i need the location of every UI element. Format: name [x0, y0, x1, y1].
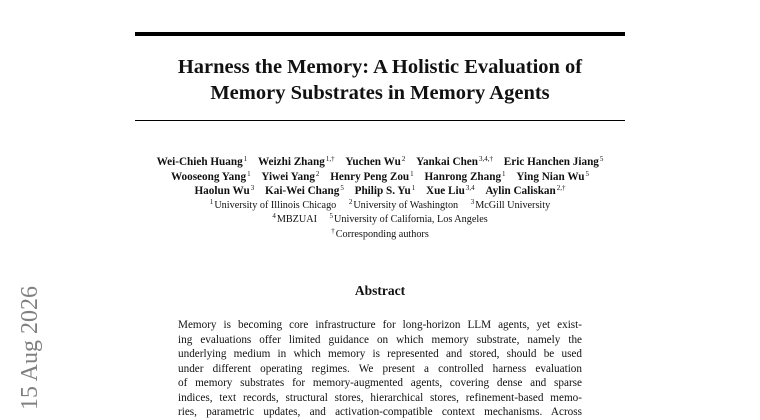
author: Eric Hanchen Jiang$^5$: [503, 155, 604, 168]
affiliation: $^1$University of Illinois Chicago: [209, 197, 337, 211]
title-line: Harness the Memory: A Holistic Evaluation of: [177, 56, 583, 78]
abstract-heading: Abstract: [354, 283, 406, 298]
affiliation-line: [100, 228, 660, 243]
abstract-line: of memory substrates for memory-augmented agents, covering dense and sparse: [178, 377, 582, 389]
arxiv-date-stamp: 15 Aug 2026: [17, 285, 43, 410]
paper-title: [135, 54, 625, 106]
author: Wooseong Yang$^1$: [170, 169, 251, 183]
author-line: [100, 155, 660, 170]
affiliation: $^2$University of Washington: [348, 197, 459, 211]
affiliation-line: [100, 199, 660, 214]
author: Hanrong Zhang$^1$: [424, 169, 506, 183]
author: Yuchen Wu$^2$: [345, 155, 406, 168]
abstract-line: ing evaluations offer limited guidance on which memory substrate, namely the: [178, 333, 582, 346]
affiliation: $^4$MBZUAI: [272, 212, 317, 226]
author: Henry Peng Zou$^1$: [330, 169, 414, 183]
author: Wei-Chieh Huang$^1$: [156, 155, 248, 168]
abstract-body: [178, 318, 582, 420]
author: Philip S. Yu$^1$: [354, 184, 416, 198]
author: Kai-Wei Chang$^5$: [265, 184, 344, 198]
title-rule-bottom: [135, 120, 625, 121]
affiliation-line: [100, 213, 660, 228]
abstract-line: under different operating regimes. We present a controlled harness evaluation: [178, 362, 582, 375]
abstract-line: Memory is becoming core infrastructure for long-horizon LLM agents, yet exist-: [178, 319, 582, 331]
author: Haolun Wu$^3$: [194, 184, 255, 198]
author: Yankai Chen$^{3,4,\dagger}$: [416, 155, 493, 168]
author: Aylin Caliskan$^{2,\dagger}$: [485, 184, 566, 198]
author: Ying Nian Wu$^5$: [516, 169, 590, 183]
author-block: [100, 155, 660, 243]
abstract-line: indices, text records, structural stores, hierarchical stores, refinement-based memo-: [178, 391, 582, 404]
title-rule-top: [135, 32, 625, 36]
author-line: [100, 170, 660, 185]
author-line: [100, 184, 660, 199]
title-line: Memory Substrates in Memory Agents: [210, 82, 550, 104]
affiliation: †Corresponding authors: [331, 226, 429, 240]
author: Yiwei Yang$^2$: [261, 169, 320, 183]
abstract-line: ries, parametric updates, and activation-compatible context mechanisms. Across: [178, 406, 582, 418]
affiliation: $^5$University of California, Los Angeles: [329, 212, 488, 226]
author: Weizhi Zhang$^{1,\dagger}$: [257, 155, 335, 168]
abstract-line: underlying medium in which memory is represented and stored, should be used: [178, 348, 582, 360]
author: Xue Liu$^{3,4}$: [425, 184, 475, 198]
affiliation: $^3$McGill University: [470, 197, 551, 211]
